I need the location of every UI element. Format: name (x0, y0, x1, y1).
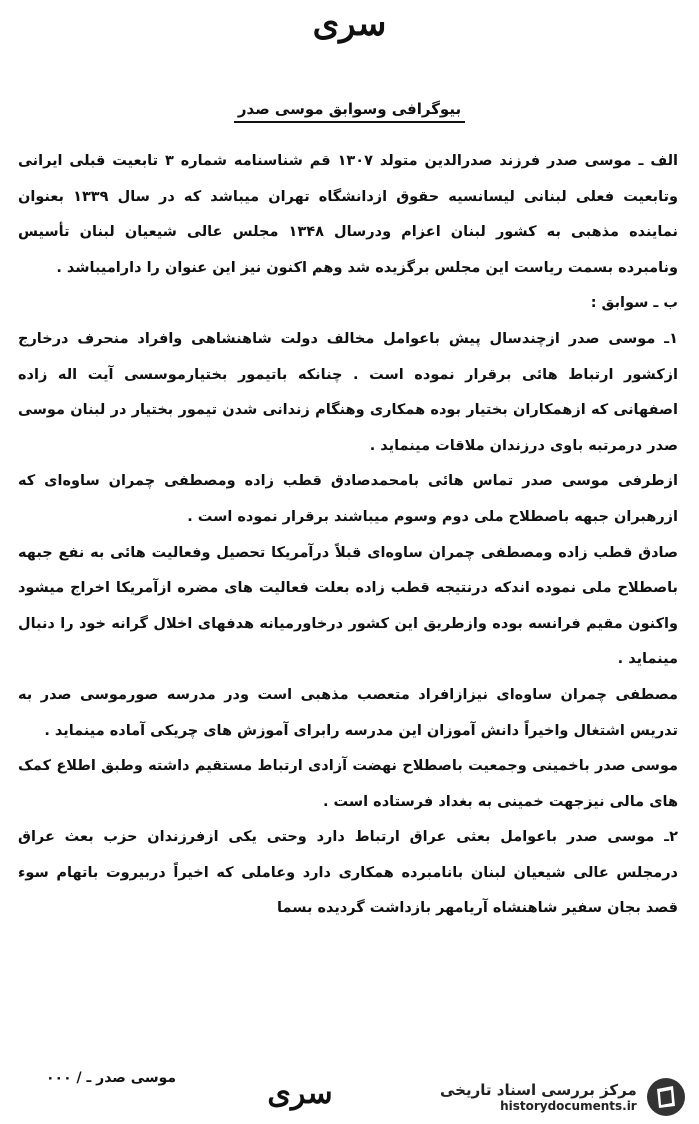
document-title-text: بیوگرافی وسوابق موسی صدر (234, 100, 465, 123)
document-body (18, 144, 678, 927)
watermark-persian: مرکز بررسی اسناد تاریخی (440, 1081, 637, 1099)
paragraph-b1: ۱ـ موسی صدر ازچندسال پیش باعوامل مخالف دولت شاهنشاهی وافراد منحرف درخارج ازکشور ارتباط هائی برقرار نموده است . چنانکه باتیمور بختیارموسسی آیت اله زاده اصفهانی که ازهمکاران بختیار بوده همکاری وهنگام زندانی شدن تیمور بختیار در لبنان موسی صدر درمرتبه باوی درزندان ملاقات مینماید . (18, 330, 678, 454)
paragraph-ghotbzadeh: صادق قطب زاده ومصطفی چمران ساوه‌ای قبلاً درآمریکا تحصیل وفعالیت هائی به نفع جبهه باصطلاح ملی نموده اندکه درنتیجه قطب زاده بعلت فعالیت های مضره ازآمریکا اخراج میشود واکنون مقیم فرانسه بوده وازطریق این کشور درخاورمیانه هدفهای اخلال گرانه خود را دنبال مینماید . (18, 544, 678, 668)
paragraph-khomeini: موسی صدر باخمینی وجمعیت باصطلاح نهضت آزادی ارتباط مستقیم داشته وطبق اطلاع کمک های مالی نیزجهت خمینی به بغداد فرستاده است . (18, 758, 678, 810)
watermark-url: historydocuments.ir (500, 1099, 637, 1113)
archive-watermark (440, 1072, 695, 1122)
paragraph-b-heading: ب ـ سوابق : (590, 295, 678, 312)
archive-logo-icon (645, 1076, 687, 1118)
classification-footer: سری (267, 1076, 333, 1111)
paragraph-contacts: ازطرفی موسی صدر تماس هائی بامحمدصادق قطب زاده ومصطفی چمران ساوه‌ای که ازرهبران جبهه باصطلاح ملی دوم وسوم میباشند برقرار نموده است . (18, 473, 678, 525)
paragraph-a: الف ـ موسی صدر فرزند صدرالدین متولد ۱۳۰۷ قم شناسنامه شماره ۳ تابعیت قبلی ایرانی وتابعیت فعلی لبنانی لیسانسیه حقوق ازدانشگاه تهران میباشد که در سال ۱۳۳۹ بعنوان نماینده مذهبی به کشور لبنان اعزام ودرسال ۱۳۴۸ مجلس عالی شیعیان لبنان تأسیس ونامبرده بسمت ریاست این مجلس برگزیده شد وهم اکنون نیز این عنوان را دارامیباشد . (18, 153, 679, 276)
classification-header: سری (312, 4, 387, 44)
page-reference: موسی صدر ـ / ۰۰۰ (46, 1070, 177, 1086)
paragraph-chamran: مصطفی چمران ساوه‌ای نیزازافراد متعصب مذهبی است ودر مدرسه صورموسی صدر به تدریس اشتغال واخیراً دانش آموزان این مدرسه رابرای آموزش های چریکی آماده مینماید . (18, 686, 678, 739)
document-title (0, 100, 699, 118)
paragraph-b2: ۲ـ موسی صدر باعوامل بعثی عراق ارتباط دارد وحتی یکی ازفرزندان حزب بعث عراق درمجلس عالی شیعیان لبنان بانامبرده همکاری دارد وعاملی که اخیراً دربیروت باتهام سوء قصد بجان سفیر شاهنشاه آریامهر بازداشت گردیده بسما (18, 829, 678, 917)
